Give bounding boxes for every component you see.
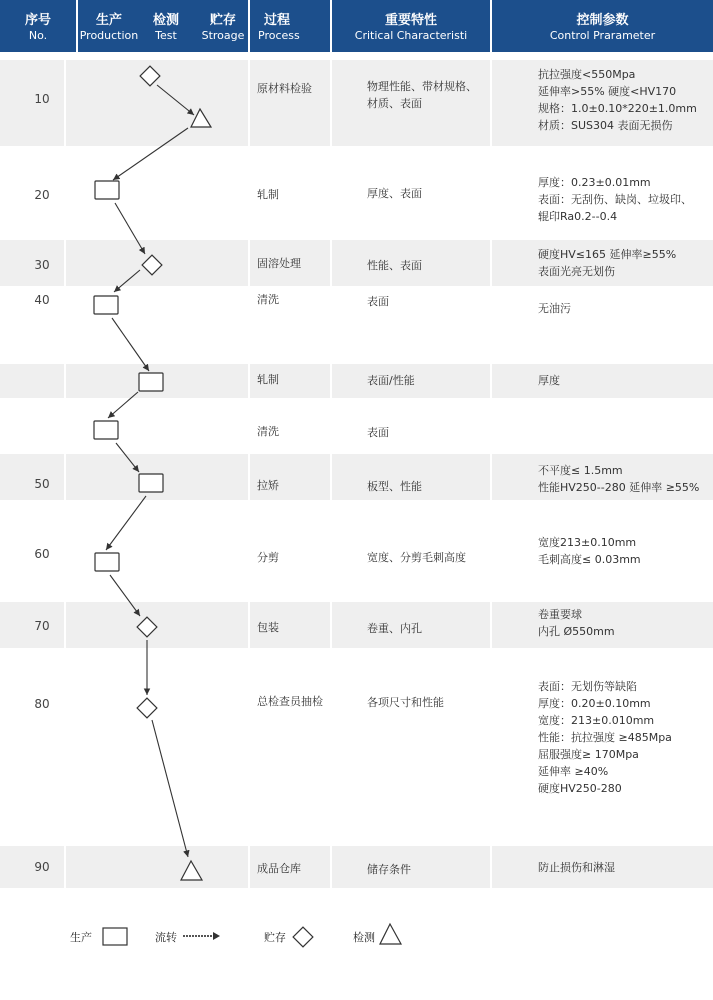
char-50: 板型、性能: [367, 480, 422, 493]
char-30: 性能、表面: [367, 259, 422, 272]
param-20: 厚度：0.23±0.01mm 表面：无刮伤、缺岗、垃圾印、 辊印Ra0.2--0.4: [538, 176, 692, 223]
production-box-40c: [94, 421, 118, 439]
production-box-50: [139, 474, 163, 492]
flow-arrow: [116, 443, 139, 472]
char-20: 厚度、表面: [367, 187, 422, 200]
seq-70: 70: [34, 619, 50, 633]
production-box-40b: [139, 373, 163, 391]
char-40: 表面: [367, 295, 389, 308]
production-box-60: [95, 553, 119, 571]
flow-arrow: [110, 575, 140, 616]
param-40b: 厚度: [538, 374, 560, 387]
seq-50: 50: [34, 477, 50, 491]
param-50: 不平度≤ 1.5mm 性能HV250--280 延伸率 ≥55%: [538, 464, 700, 494]
legend-production-label: 生产: [70, 931, 92, 944]
char-90: 储存条件: [367, 863, 411, 876]
storage-diamond-icon: [290, 924, 316, 950]
seq-80: 80: [34, 697, 50, 711]
header-process: 过程 Process: [258, 13, 300, 42]
param-80: 表面：无划伤等缺陷 厚度：0.20±0.10mm 宽度：213±0.010mm 性能：抗拉强度 ≥485Mpa 屈服强度≥ 170Mpa 延伸率 ≥40% 硬度HV250-280: [538, 680, 672, 795]
header-seq: 序号 No.: [24, 13, 51, 42]
char-40b: 表面/性能: [367, 374, 415, 387]
storage-diamond-30: [142, 255, 162, 275]
char-40c: 表面: [367, 426, 389, 439]
header-characteristics: 重要特性 Critical Characteristi: [354, 13, 468, 42]
seq-90: 90: [34, 860, 50, 874]
process-30: 固溶处理: [257, 257, 301, 270]
process-80: 总检查员抽检: [257, 695, 323, 708]
seq-10: 10: [34, 92, 50, 106]
param-70: 卷重要球 内孔 Ø550mm: [538, 608, 615, 638]
process-60: 分剪: [257, 551, 279, 564]
flow-arrow: [108, 392, 138, 418]
process-90: 成品仓库: [257, 862, 301, 875]
char-10: 物理性能、带材规格、 材质、表面: [367, 80, 477, 110]
param-40: 无油污: [538, 302, 571, 315]
header-test: 检测 Test: [152, 13, 179, 42]
flow-arrow: [113, 128, 188, 180]
production-box-20: [95, 181, 119, 199]
param-10: 抗拉强度<550Mpa 延伸率>55% 硬度<HV170 规格：1.0±0.10*220±1.0mm 材质：SUS304 表面无损伤: [538, 68, 697, 132]
test-triangle-icon: [378, 922, 404, 946]
param-30: 硬度HV≤165 延伸率≥55% 表面光亮无划伤: [538, 248, 677, 278]
storage-diamond-10: [140, 66, 160, 86]
header-production: 生产 Production: [79, 13, 139, 42]
flow-arrow: [112, 318, 149, 371]
flow-arrow: [152, 720, 188, 857]
flow-arrow-icon: [182, 930, 222, 942]
seq-20: 20: [34, 188, 50, 202]
param-90: 防止损伤和淋湿: [538, 861, 615, 874]
production-box-icon: [102, 927, 129, 946]
process-40b: 轧制: [257, 373, 279, 386]
seq-40: 40: [34, 293, 50, 307]
storage-diamond-70: [137, 617, 157, 637]
seq-60: 60: [34, 547, 50, 561]
char-60: 宽度、分剪毛刺高度: [367, 551, 466, 564]
seq-30: 30: [34, 258, 50, 272]
test-triangle-10: [191, 109, 211, 127]
legend-storage-label: 贮存: [264, 931, 286, 944]
test-triangle-90: [181, 861, 202, 880]
flow-arrow: [114, 270, 140, 292]
flow-arrow: [106, 496, 146, 550]
process-40: 清洗: [257, 293, 279, 306]
param-60: 宽度213±0.10mm 毛刺高度≤ 0.03mm: [538, 536, 641, 566]
legend-flow-label: 流转: [155, 931, 177, 944]
process-20: 轧制: [257, 188, 279, 201]
char-70: 卷重、内孔: [367, 622, 422, 635]
production-box-40: [94, 296, 118, 314]
header-storage: 贮存 Stroage: [201, 13, 245, 42]
process-40c: 清洗: [257, 425, 279, 438]
header-parameter: 控制参数 Control Prarameter: [549, 13, 656, 42]
process-70: 包装: [257, 621, 279, 634]
storage-diamond-80: [137, 698, 157, 718]
legend-test-label: 检测: [353, 931, 375, 944]
flow-arrow: [157, 85, 194, 115]
process-50: 拉矫: [257, 479, 279, 492]
char-80: 各项尺寸和性能: [367, 696, 444, 709]
flow-arrow: [115, 203, 145, 254]
process-10: 原材料检验: [257, 82, 312, 95]
